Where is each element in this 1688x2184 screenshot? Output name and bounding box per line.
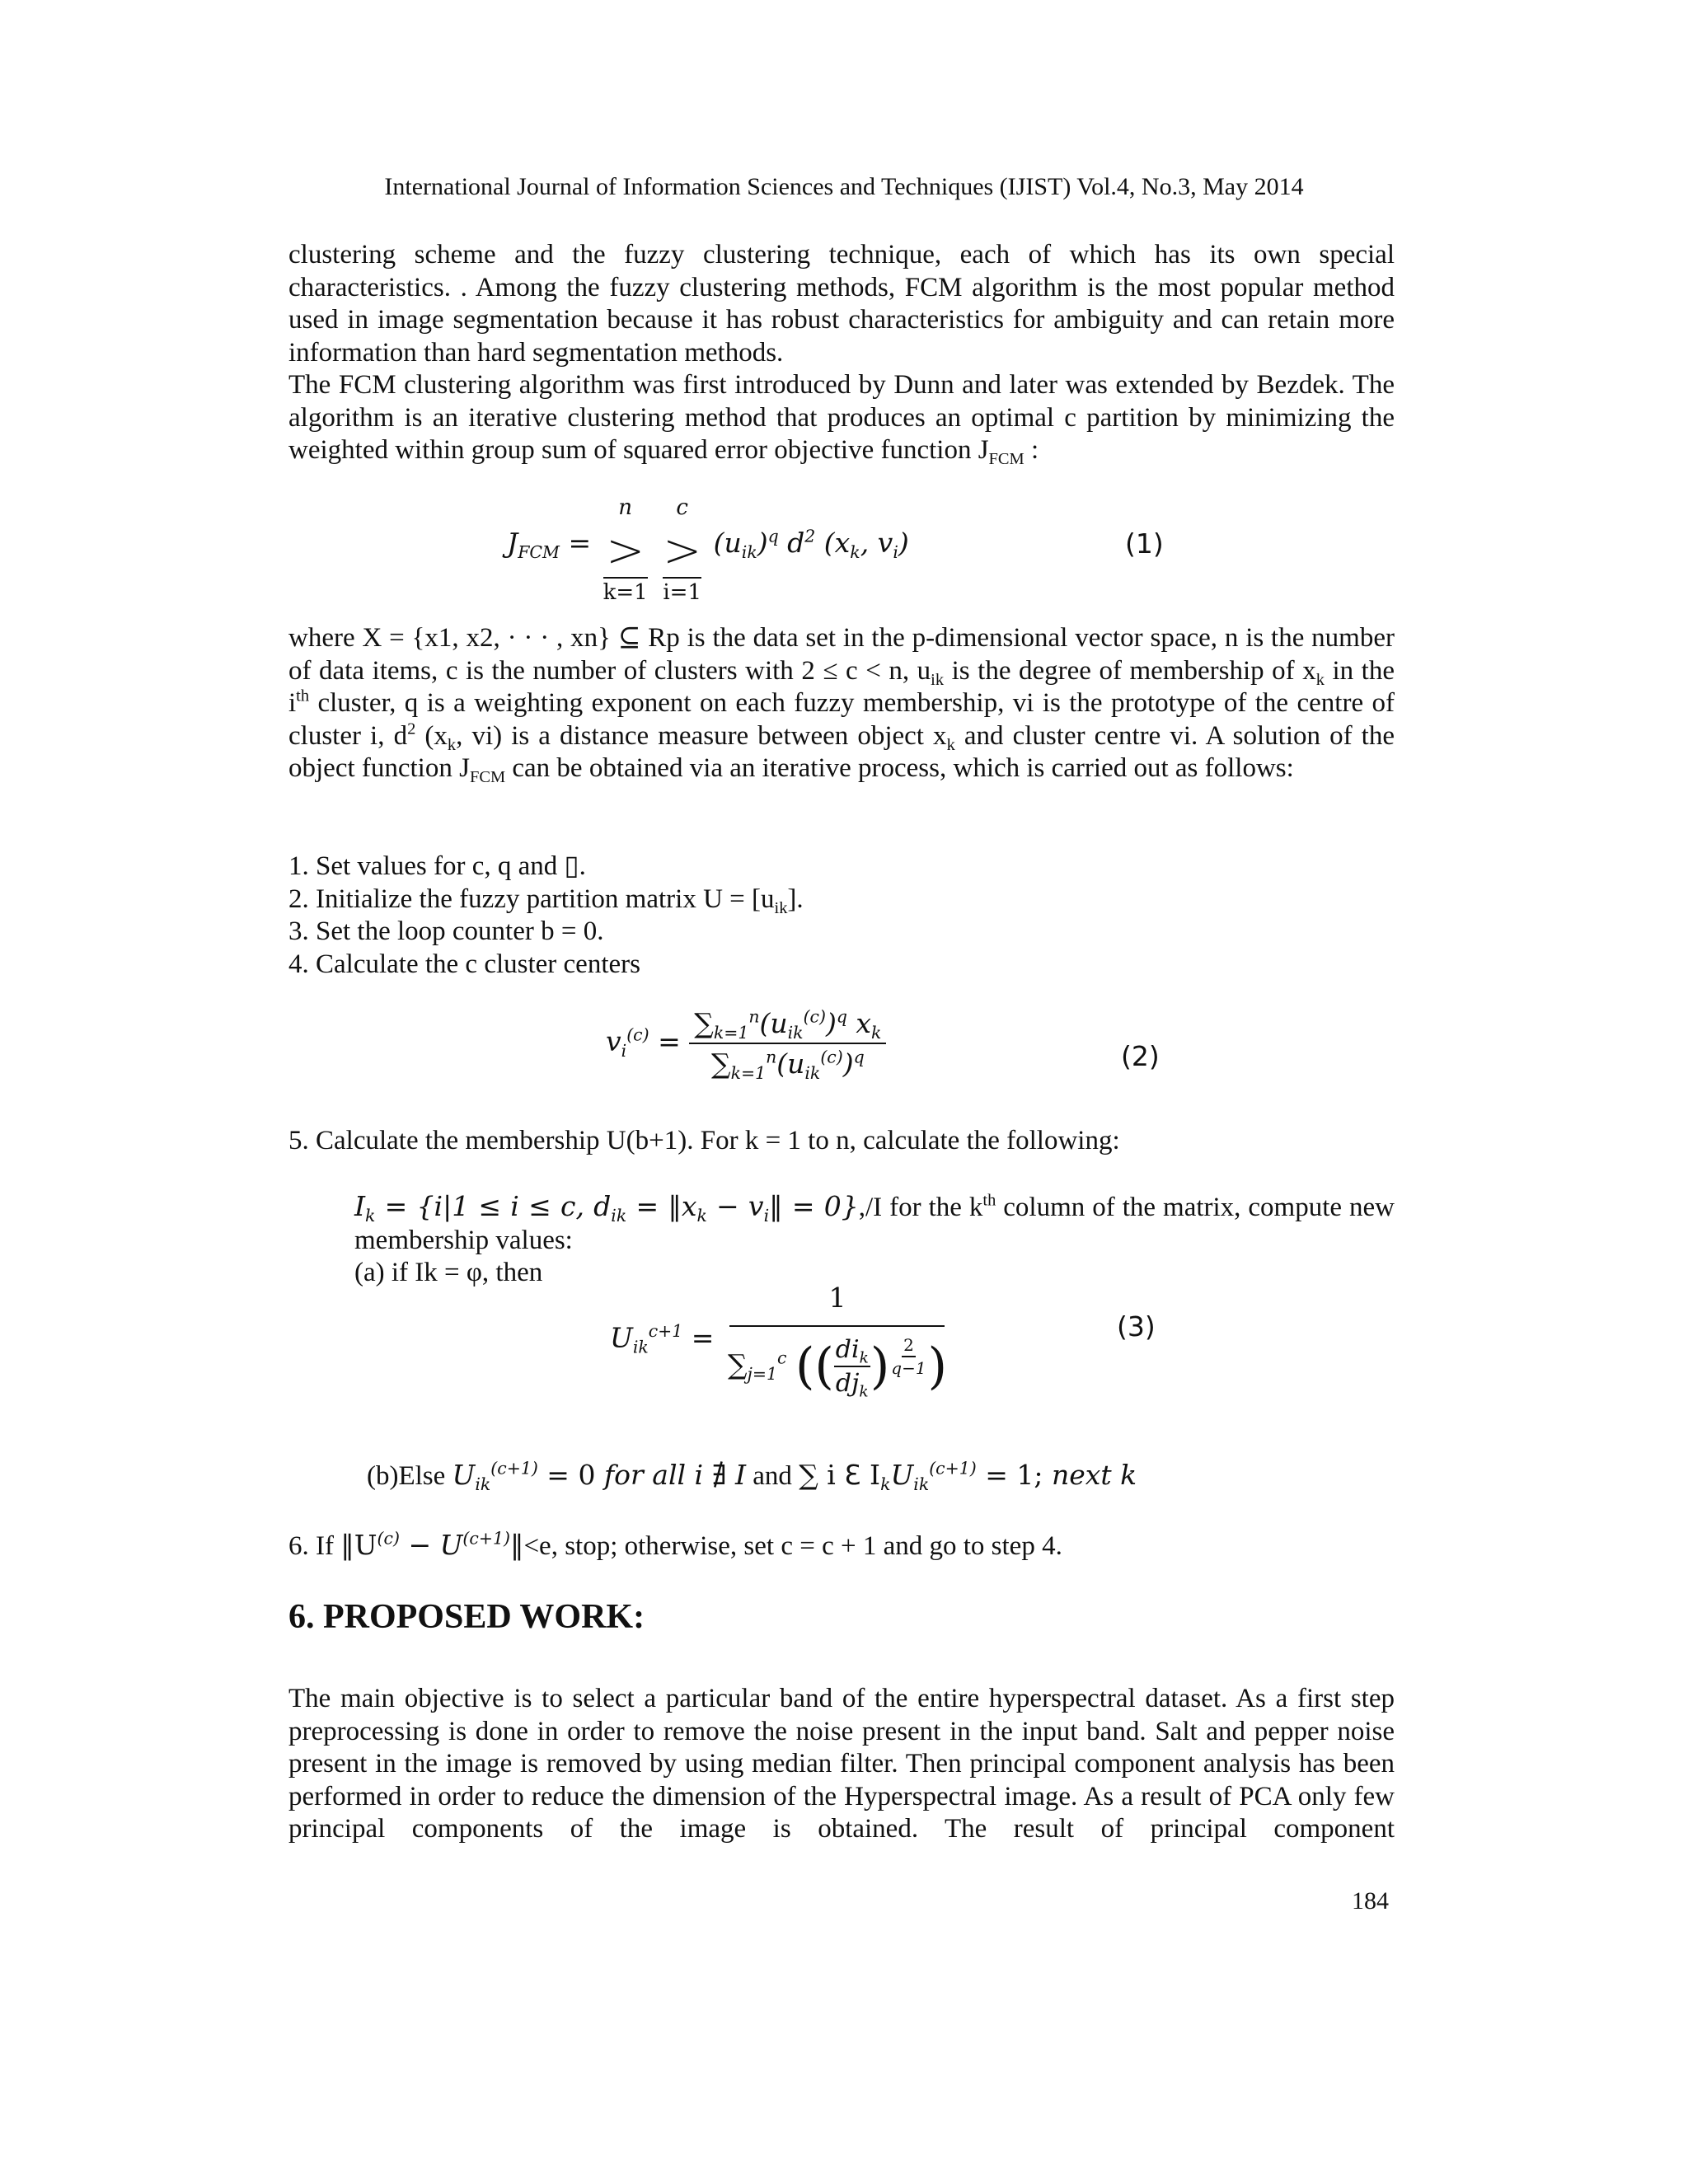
- paragraph-4: The main objective is to select a particular band of the entire hyperspectral dataset. As a first step preprocessing is done in order to remove the noise present in the input band. Salt and pepper noise present in the image is removed by using median filter. Then principal component analysis has been performed in order to reduce the dimension of the Hyperspectral image. As a result of PCA only few principal components of the image is obtained. The result of principal component: [288, 1684, 1395, 1844]
- page-number: 184: [1352, 1887, 1389, 1915]
- step-3: 3. Set the loop counter b = 0.: [288, 916, 604, 946]
- case-a: (a) if Ik = φ, then: [354, 1258, 543, 1287]
- step-1: 1. Set values for c, q and ▯.: [288, 851, 586, 881]
- equation-3: $U_{ik}^{c+1}$ = 1 $\sum_{j=1}^c$ (( $\frac{di_k}{dj_k}$ ) $\frac{2}{q-1}$ ): [610, 1282, 952, 1398]
- step-2: 2. Initialize the fuzzy partition matrix $U = [u_{ik}]$.: [288, 883, 804, 917]
- paragraph-3: where X = {x1, x2, · · · , xn} ⊆ Rp is the data set in the p-dimensional vector space, n is the number of data items, c is the number of clusters with 2 ≤ c < n, $u_{ik}$ is the degree of membership of $x_k$ in the $i^{th}$ cluster, q is a weighting exponent on each fuzzy membership, vi is the prototype of the centre of cluster i, $d^2$ ($x_k$, vi) is a distance measure between object $x_k$ and cluster centre vi. A solution of the object function $J_{FCM}$ can be obtained via an iterative process, which is carried out as follows:: [288, 623, 1395, 787]
- equation-1-number: (1): [1125, 527, 1164, 560]
- running-header: International Journal of Information Sciences and Techniques (IJIST) Vol.4, No.3, May 2014: [384, 173, 1304, 200]
- case-b: (b)Else $U_{ik}^{(c+1)} = 0$ for all i ∄ I and ∑ i ℇ $I_kU_{ik}^{(c+1)} = 1$; next k: [367, 1458, 1137, 1495]
- equation-1: $J_{FCM}$ = n > k=1 c > i=1 $(u_{ik})^q$ $d^2$ ($x_k$, $v_i$): [507, 485, 909, 605]
- ik-definition: $I_k = \{i|1 \le i \le c$, $d_{ik}$ = $‖x_k$ − $v_i‖ = 0\},/I$ for the $k^{th}$ column of the matrix, compute new membership values: (a) if Ik = φ, then: [354, 1190, 1395, 1290]
- equation-2-fraction: $\frac{\sum_{k=1}^n(u_{ik}^{(c)})^q x_k}{\sum_{k=1}^n(u_{ik}^{(c)})^q}$: [689, 1007, 886, 1080]
- intro-text: [288, 239, 1395, 467]
- sum-symbol-i: c > i=1: [663, 495, 702, 605]
- paragraph-2: The FCM clustering algorithm was first introduced by Dunn and later was extended by Bezdek. The algorithm is an iterative clustering method that produces an optimal c partition by minimizing the weighted within group sum of squared error objective function $J_{FCM}$ :: [288, 370, 1395, 469]
- step-5: 5. Calculate the membership U(b+1). For k = 1 to n, calculate the following:: [288, 1126, 1120, 1155]
- equation-2-number: (2): [1121, 1040, 1160, 1072]
- algorithm-steps: [288, 851, 1395, 981]
- step-4: 4. Calculate the c cluster centers: [288, 949, 640, 979]
- paragraph-1: clustering scheme and the fuzzy clustering technique, each of which has its own special characteristics. . Among the fuzzy clustering methods, FCM algorithm is the most popular method used in image segmentation because it has robust characteristics for ambiguity and can retain more information than hard segmentation methods.: [288, 240, 1395, 368]
- section-heading: 6. PROPOSED WORK:: [288, 1598, 645, 1636]
- equation-3-number: (3): [1117, 1310, 1156, 1343]
- equation-3-fraction: 1 $\sum_{j=1}^c$ (( $\frac{di_k}{dj_k}$ ) $\frac{2}{q-1}$ ): [727, 1282, 947, 1401]
- step-6: 6. If $‖U^{(c)}$ − $U^{(c+1)}‖<e$, stop; otherwise, set c = c + 1 and go to step 4.: [288, 1528, 1062, 1561]
- sum-symbol-k: n > k=1: [603, 495, 648, 605]
- equation-2: $v_i^{(c)}$ = $\frac{\sum_{k=1}^n(u_{ik}^{(c)})^q x_k}{\sum_{k=1}^n(u_{ik}^{(c)})^q}$: [606, 1007, 886, 1080]
